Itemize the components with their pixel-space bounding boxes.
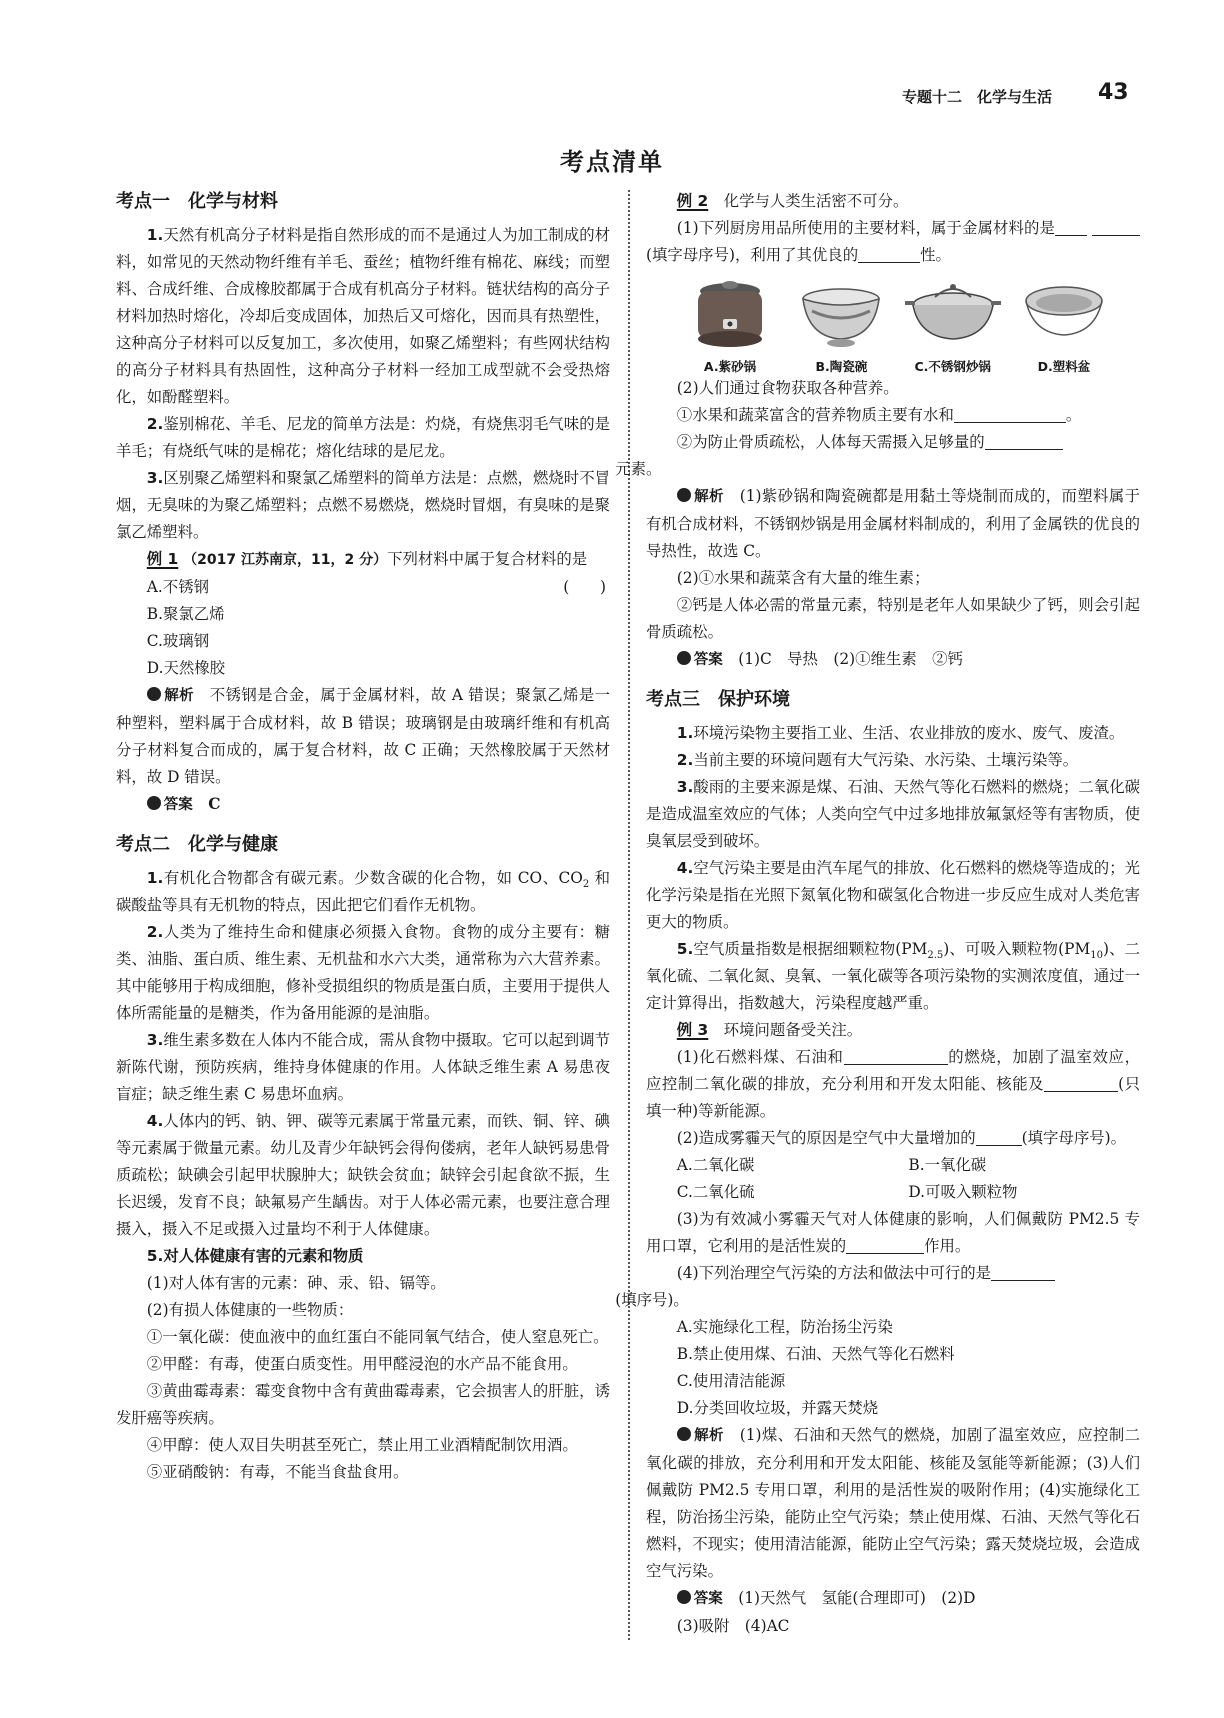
answer-icon	[677, 651, 691, 665]
example-2-q2-2: ②为防止骨质疏松，人体每天需摄入足够量的 元素。	[646, 429, 1140, 483]
paragraph: 1.天然有机高分子材料是指自然形成的而不是通过人为加工制成的材料，如常见的天然动物纤维有羊毛、蚕丝；植物纤维有棉花、麻线；而塑料、合成纤维、合成橡胶都属于合成有机高分子材料。链状结构的高分子材料加热时熔化，冷却后变成固体，加热后又可熔化，因而具有热塑性，这种高分子材料可以反复加工，多次使用，如聚乙烯塑料；有些网状结构的高分子材料具有热固性，这种高分子材料一经加工成型就不会受热熔化，如酚醛塑料。	[116, 226, 610, 406]
image-plastic-basin: D.塑料盆	[1016, 275, 1112, 375]
example-2-q1: (1)下列厨房用品所使用的主要材料，属于金属材料的是 (填字母序号)，利用了其优良的 性。	[646, 215, 1140, 269]
example-2-q2: (2)人们通过食物获取各种营养。	[676, 379, 899, 397]
running-header	[0, 80, 1224, 114]
paragraph: 2.鉴别棉花、羊毛、尼龙的简单方法是：灼烧，有烧焦羽毛气味的是羊毛；有烧纸气味的是棉花；熔化结球的是尼龙。	[116, 415, 610, 460]
answer-icon	[677, 1590, 691, 1604]
answer-icon	[147, 796, 161, 810]
answer-blank	[1044, 1073, 1118, 1092]
option: D.分类回收垃圾，并露天焚烧	[676, 1399, 879, 1417]
example-2-answer: 答案 (1)C 导热 (2)①维生素 ②钙	[646, 646, 1140, 674]
paragraph: 2.当前主要的环境问题有大气污染、水污染、土壤污染等。	[676, 751, 1079, 769]
image-steel-wok: C.不锈钢炒锅	[905, 275, 1001, 375]
example-1-analysis: 解析 不锈钢是合金，属于金属材料，故 A 错误；聚氯乙烯是一种塑料，塑料属于合成材料，故 B 错误；玻璃钢是由玻璃纤维和有机高分子材料复合而成的，属于复合材料，故 C 正确；天然橡胶属于天然材料，故 D 错误。	[116, 686, 610, 786]
option: A.实施绿化工程，防治扬尘污染	[676, 1318, 893, 1336]
example-3-q4: (4)下列治理空气污染的方法和做法中可行的是 (填序号)。	[646, 1260, 1140, 1314]
answer-blank	[954, 404, 1066, 423]
answer-blank	[846, 1235, 924, 1254]
paragraph: ②甲醛：有毒，使蛋白质变性。用甲醛浸泡的水产品不能食用。	[146, 1355, 578, 1373]
option: A.不锈钢	[146, 578, 209, 596]
wok-icon	[905, 275, 1001, 355]
example-3-q2: (2)造成雾霾天气的原因是空气中大量增加的 (填字母序号)。	[676, 1129, 1126, 1147]
option: C.使用清洁能源	[676, 1372, 786, 1390]
example-label: 例 1	[146, 550, 179, 568]
left-column	[116, 188, 610, 1486]
header-topic: 专题十二 化学与生活	[902, 88, 1053, 106]
example-3-analysis: 解析 (1)煤、石油和天然气的燃烧，加剧了温室效应，应控制二氧化碳的排放，充分利用和开发太阳能、核能及氢能等新能源；(3)人们佩戴防 PM2.5 专用口罩，利用的是活性炭的吸附作用；(4)实施绿化工程，防治扬尘污染，能防止空气污染；禁止使用煤、石油、天然气等化石燃料，不现实；使用清洁能源，能防止空气污染；露天焚烧垃圾，会造成空气污染。	[646, 1426, 1140, 1580]
section-title-2: 考点二 化学与健康	[116, 834, 278, 855]
paragraph: ②钙是人体必需的常量元素，特别是老年人如果缺少了钙，则会引起骨质疏松。	[646, 596, 1140, 641]
bowl-icon	[798, 275, 884, 355]
example-source: （2017 江苏南京，11，2 分）	[183, 552, 388, 568]
paragraph: 3.区别聚乙烯塑料和聚氯乙烯塑料的简单方法是：点燃，燃烧时不冒烟，无臭味的为聚乙烯塑料；点燃不易燃烧，燃烧时冒烟，有臭味的是聚氯乙烯塑料。	[116, 469, 610, 541]
analysis-icon	[677, 1427, 691, 1441]
option: D.可吸入颗粒物	[908, 1183, 1018, 1201]
paragraph: 1.环境污染物主要指工业、生活、农业排放的废水、废气、废渣。	[676, 724, 1125, 742]
example-2-analysis: 解析 (1)紫砂锅和陶瓷碗都是用黏土等烧制而成的，而塑料属于有机合成材料，不锈钢炒锅是用金属材料制成的，利用了金属铁的优良的导热性，故选 C。	[646, 487, 1140, 560]
paragraph: 4.人体内的钙、钠、钾、碳等元素属于常量元素，而铁、铜、锌、碘等元素属于微量元素。幼儿及青少年缺钙会得佝偻病，老年人缺钙易患骨质疏松；缺碘会引起甲状腺肿大；缺铁会贫血；缺锌会引起食欲不振，生长迟缓，发育不良；缺氟易产生龋齿。对于人体必需元素，也要注意合理摄入，摄入不足或摄入过量均不利于人体健康。	[116, 1112, 610, 1238]
paragraph: 4.空气污染主要是由汽车尾气的排放、化石燃料的燃烧等造成的；光化学污染是指在光照下氮氧化物和碳氢化合物进一步反应生成对人类危害更大的物质。	[646, 859, 1140, 931]
paragraph: 3.酸雨的主要来源是煤、石油、天然气等化石燃料的燃烧；二氧化碳是造成温室效应的气体；人类向空气中过多地排放氟氯烃等有害物质，使臭氧层受到破坏。	[646, 778, 1140, 850]
example-3-answer-cont: (3)吸附 (4)AC	[676, 1617, 790, 1635]
paragraph: (2)①水果和蔬菜含有大量的维生素；	[676, 569, 930, 587]
option: D.天然橡胶	[146, 659, 226, 677]
analysis-icon	[677, 488, 691, 502]
option: A.二氧化碳	[676, 1156, 755, 1174]
clay-pot-icon	[687, 275, 773, 355]
paragraph: 5.空气质量指数是根据细颗粒物$(PM_{2.5})$、可吸入颗粒物$(PM_{10})$、二氧化硫、二氧化氮、臭氧、一氧化碳等各项污染物的实测浓度值，通过一定计算得出，指数越大，污染程度越严重。	[646, 940, 1140, 1012]
paragraph: ⑤亚硝酸钠：有毒，不能当食盐食用。	[146, 1463, 409, 1481]
example-1-answer: 答案 C	[116, 791, 610, 819]
paragraph: ③黄曲霉毒素：霉变食物中含有黄曲霉毒素，它会损害人的肝脏，诱发肝癌等疾病。	[116, 1382, 610, 1427]
paragraph: ④甲醇：使人双目失明甚至死亡，禁止用工业酒精配制饮用酒。	[146, 1436, 578, 1454]
option: B.一氧化碳	[908, 1156, 987, 1174]
paragraph: (1)对人体有害的元素：砷、汞、铅、镉等。	[146, 1274, 446, 1292]
answer-blank	[1055, 217, 1087, 236]
example-1-question: 例 1 （2017 江苏南京，11，2 分）下列材料中属于复合材料的是 ( )	[116, 546, 610, 574]
example-3-q3: (3)为有效减小雾霾天气对人体健康的影响，人们佩戴防 PM2.5 专用口罩，它利用的是活性炭的 作用。	[646, 1210, 1140, 1255]
page-title: 考点清单	[560, 148, 664, 176]
column-divider	[628, 190, 630, 1640]
paragraph: ①一氧化碳：使血液中的血红蛋白不能同氧气结合，使人窒息死亡。	[146, 1328, 609, 1346]
section-title-1: 考点一 化学与材料	[116, 191, 278, 212]
example-3-intro: 例 3 环境问题备受关注。	[676, 1021, 863, 1039]
options-row	[646, 1179, 1140, 1206]
answer-blank	[976, 1127, 1022, 1146]
option: C.玻璃钢	[146, 632, 210, 650]
example-label: 例 3	[676, 1021, 709, 1039]
subheading: 5.对人体健康有害的元素和物质	[146, 1247, 364, 1265]
example-2-intro: 例 2 化学与人类生活密不可分。	[676, 192, 909, 210]
option: B.禁止使用煤、石油、天然气等化石燃料	[676, 1345, 955, 1363]
example-3-q1: (1)化石燃料煤、石油和 的燃烧，加剧了温室效应，应控制二氧化碳的排放，充分利用和开发太阳能、核能及 (只填一种)等新能源。	[646, 1048, 1140, 1120]
kitchenware-images	[682, 275, 1112, 375]
paragraph: 3.维生素多数在人体内不能合成，需从食物中摄取。它可以起到调节新陈代谢，预防疾病，维持身体健康的作用。人体缺乏维生素 A 易患夜盲症；缺乏维生素 C 易患坏血病。	[116, 1031, 610, 1103]
example-3-answer: 答案 (1)天然气 氢能(合理即可) (2)D	[646, 1585, 1140, 1613]
page-number: 43	[1098, 80, 1129, 105]
basin-icon	[1021, 275, 1107, 355]
answer-blank	[991, 1262, 1055, 1281]
image-purple-clay-pot: A.紫砂锅	[682, 275, 778, 375]
section-title-3: 考点三 保护环境	[646, 689, 790, 710]
image-ceramic-bowl: B.陶瓷碗	[793, 275, 889, 375]
example-label: 例 2	[676, 192, 709, 210]
paragraph: 2.人类为了维持生命和健康必须摄入食物。食物的成分主要有：糖类、油脂、蛋白质、维生素、无机盐和水六大类，通常称为六大营养素。其中能够用于构成细胞，修补受损组织的物质是蛋白质，主要用于提供人体所需能量的是糖类，作为备用能源的是油脂。	[116, 923, 610, 1022]
answer-blank	[985, 431, 1063, 450]
answer-blank	[858, 244, 920, 263]
analysis-icon	[147, 687, 161, 701]
paragraph: (2)有损人体健康的一些物质：	[146, 1301, 354, 1319]
options-row	[646, 1152, 1140, 1179]
right-column	[615, 188, 1140, 1640]
answer-bracket: ( )	[563, 578, 606, 596]
answer-blank	[1092, 217, 1140, 236]
paragraph: 1.有机化合物都含有碳元素。少数含碳的化合物，如 CO、$CO_2$ 和碳酸盐等具有无机物的特点，因此把它们看作无机物。	[116, 869, 610, 914]
option: B.聚氯乙烯	[146, 605, 225, 623]
answer-blank	[844, 1046, 948, 1065]
example-2-q2-1: ①水果和蔬菜富含的营养物质主要有水和 。	[676, 406, 1082, 424]
option: C.二氧化硫	[676, 1183, 755, 1201]
